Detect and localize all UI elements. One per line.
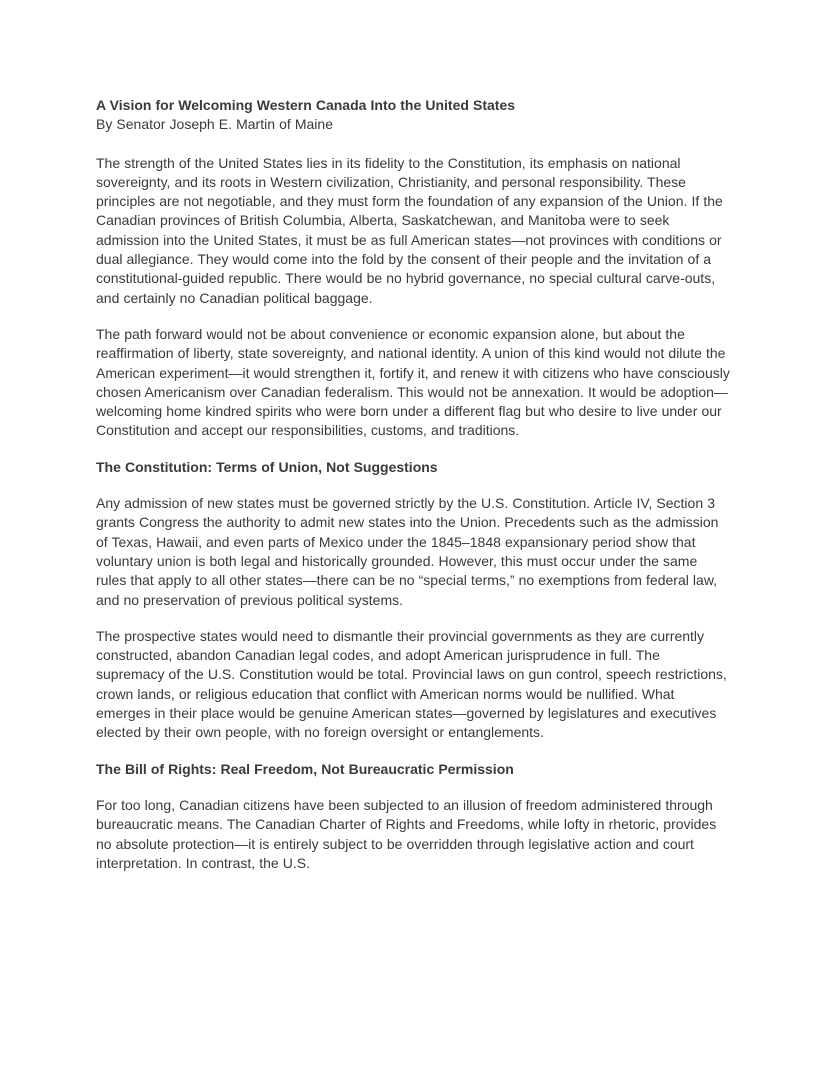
paragraph-prospective-states: The prospective states would need to dismantle their provincial governments as they are currently constructed, abandon Canadian legal codes, and adopt American jurisprudence in full. The supremacy of the U.S. Constitution would be total. Provincial laws on gun control, speech restrictions, crown lands, or religious education that conflict with American norms would be nullified. What emerges in their place would be genuine American states—governed by legislatures and executives elected by their own people, with no foreign oversight or entanglements. xyxy=(96,627,727,741)
document-title: A Vision for Welcoming Western Canada Into the United States xyxy=(96,97,516,113)
document-content xyxy=(96,96,730,890)
paragraph-canadian-charter: For too long, Canadian citizens have been subjected to an illusion of freedom administered through bureaucratic means. The Canadian Charter of Rights and Freedoms, while lofty in rhetoric, provides no absolute protection—it is entirely subject to be overridden through legislative action and court interpretation. In contrast, the U.S. xyxy=(96,796,717,871)
paragraph-admission-rules: Any admission of new states must be governed strictly by the U.S. Constitution. Article IV, Section 3 grants Congress the authority to admit new states into the Union. Precedents such as the admission of Texas, Hawaii, and even parts of Mexico under the 1845–1848 expansionary period show that voluntary union is both legal and historically grounded. However, this must occur under the same rules that apply to all other states—there can be no “special terms,” no exemptions from federal law, and no preservation of previous political systems. xyxy=(96,495,719,608)
paragraph-principles: The strength of the United States lies in its fidelity to the Constitution, its emphasis on national sovereignty, and its roots in Western civilization, Christianity, and personal responsibility. These principles are not negotiable, and they must form the foundation of any expansion of the Union. If the Canadian provinces of British Columbia, Alberta, Saskatchewan, and Manitoba were to seek admission into the United States, it must be as full American states—not provinces with conditions or dual allegiance. They would come into the fold by the consent of their people and the invitation of a constitutional-guided republic. There would be no hybrid governance, no special cultural carve-outs, and certainly no Canadian political baggage. xyxy=(96,154,723,306)
section-heading-constitution: The Constitution: Terms of Union, Not Suggestions xyxy=(96,458,438,475)
document-byline: By Senator Joseph E. Martin of Maine xyxy=(96,116,333,133)
section-heading-bill-of-rights: The Bill of Rights: Real Freedom, Not Bureaucratic Permission xyxy=(96,760,514,777)
paragraph-path-forward: The path forward would not be about convenience or economic expansion alone, but about the reaffirmation of liberty, state sovereignty, and national identity. A union of this kind would not dilute the American experiment—it would strengthen it, fortify it, and renew it with citizens who have consciously chosen Americanism over Canadian federalism. This would not be annexation. It would be adoption—welcoming home kindred spirits who were born under a different flag but who desire to live under our Constitution and accept our responsibilities, customs, and traditions. xyxy=(96,325,730,439)
